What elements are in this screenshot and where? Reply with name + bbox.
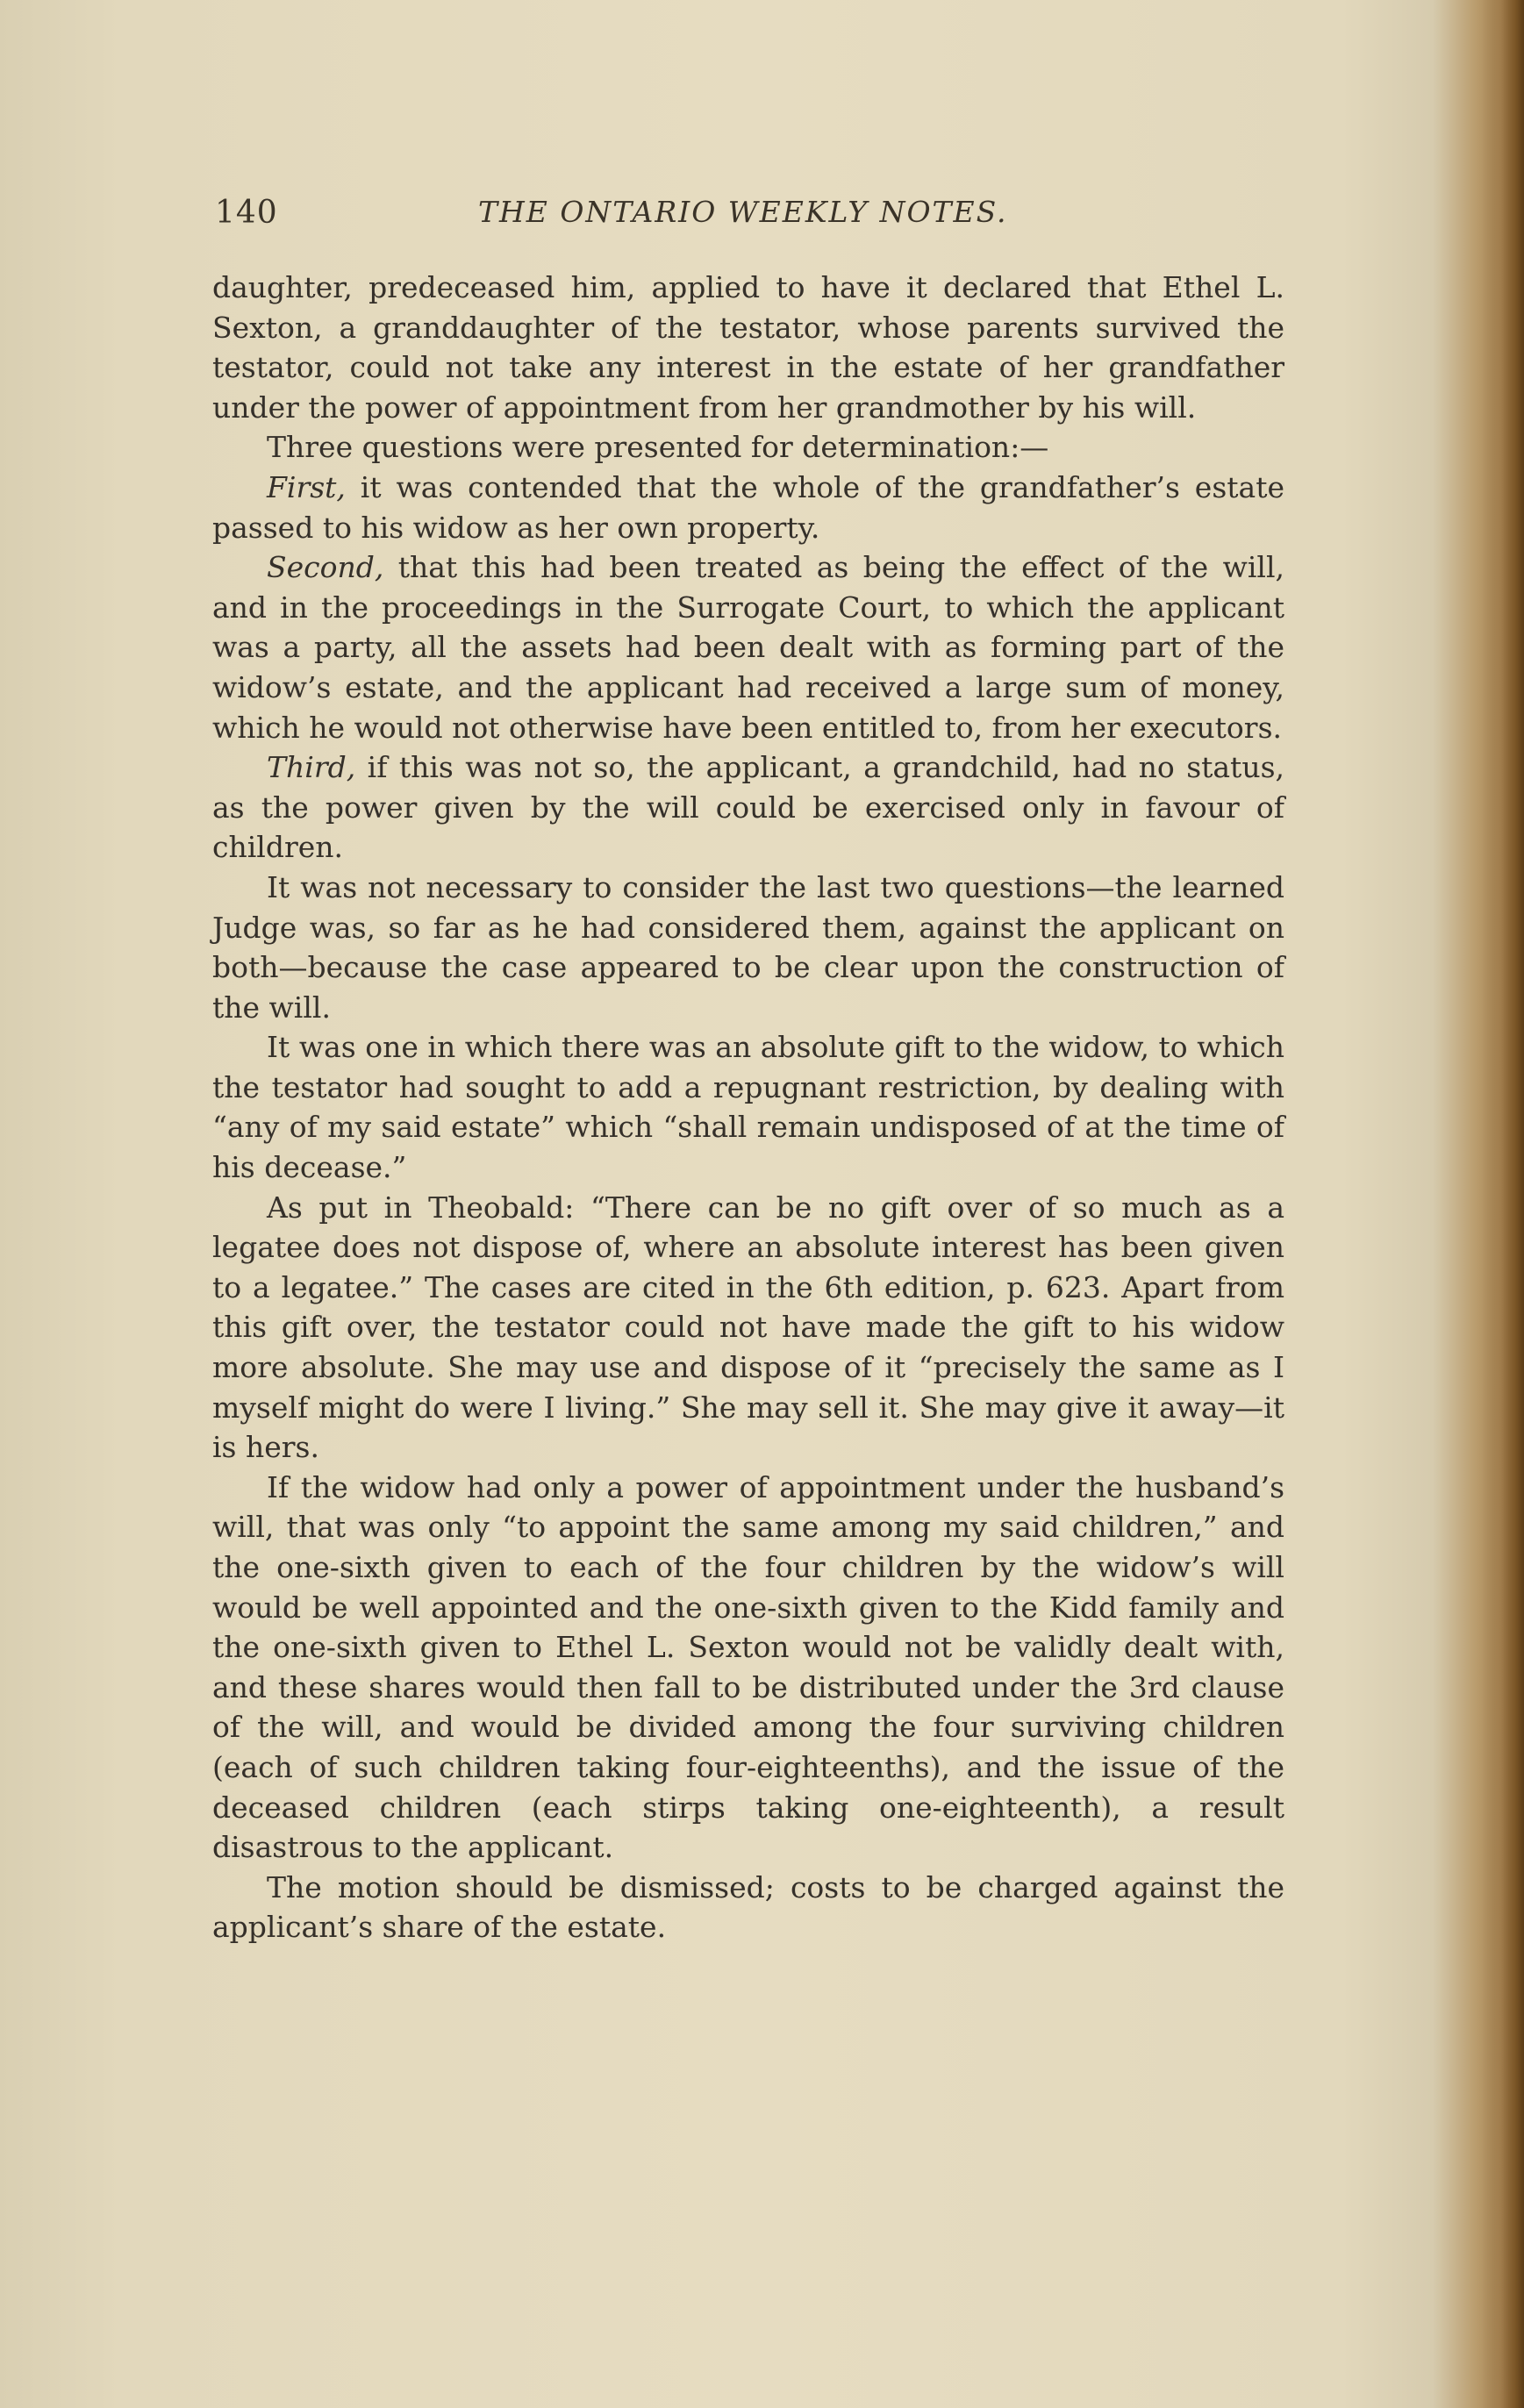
paragraph-power-of-appointment <box>212 1468 1284 1868</box>
paragraph-text: Three questions were presented for determination:— <box>267 430 1049 465</box>
paragraph-second <box>212 547 1284 747</box>
paragraph-text: that this had been treated as being the effect of the will, and in the proceedings in the Surrogate Court, to which the applicant was a party, all the assets had been dealt with as forming part of the widow’s estate, and the applicant had received a large sum of money, which he would not otherwise have been entitled to, from her executors. <box>212 550 1284 745</box>
paragraph-text: If the widow had only a power of appointment under the husband’s will, that was only “to appoint the same among my said children,” and the one-sixth given to each of the four children by the widow’s will would be well appointed and the one-sixth given to the Kidd family and the one-sixth given to Ethel L. Sexton would not be validly dealt with, and these shares would then fall to be distributed under the 3rd clause of the will, and would be divided among the four surviving children (each of such children taking four-eighteenths), and the issue of the deceased children (each stirps taking one-eighteenth), a result disastrous to the applicant. <box>212 1469 1284 1865</box>
paragraph-theobald <box>212 1188 1284 1468</box>
paragraph-text: if this was not so, the applicant, a grandchild, had no status, as the power given by the will could be exercised only in favour of children. <box>212 750 1284 865</box>
body-text <box>212 268 1284 1947</box>
page-edge <box>1482 0 1524 2408</box>
paragraph-questions-intro <box>212 427 1284 468</box>
paragraph-not-necessary <box>212 868 1284 1027</box>
paragraph-lead: First, <box>267 469 346 504</box>
paragraph-lead: Third, <box>267 750 356 785</box>
paragraph-text: The motion should be dismissed; costs to be charged against the applicant’s share of the estate. <box>212 1869 1284 1945</box>
paragraph-first <box>212 468 1284 547</box>
paragraph-text: It was not necessary to consider the last two questions—the learned Judge was, so far as he had considered them, against the applicant on both—because the case appeared to be clear upon the construction of the will. <box>212 869 1284 1025</box>
paragraph-text: it was contended that the whole of the grandfather’s estate passed to his widow as her own property. <box>212 469 1284 545</box>
running-title: THE ONTARIO WEEKLY NOTES. <box>478 195 1008 229</box>
paragraph-absolute-gift <box>212 1027 1284 1187</box>
paragraph-third <box>212 747 1284 868</box>
paragraph-text: As put in Theobald: “There can be no gift over of so much as a legatee does not dispose of, where an absolute interest has been given to a legatee.” The cases are cited in the 6th edition, p. 623. Apart from this gift over, the testator could not have made the gift to his widow more absolute. She may use and dispose of it “precisely the same as I myself might do were I living.” She may sell it. She may give it away—it is hers. <box>212 1190 1284 1465</box>
paragraph-disposition <box>212 1868 1284 1947</box>
page-header <box>215 195 1285 239</box>
paragraph-text: It was one in which there was an absolute gift to the widow, to which the testator had sought to add a repugnant restriction, by dealing with “any of my said estate” which “shall remain undisposed of at the time of his decease.” <box>212 1030 1284 1185</box>
paragraph-lead: Second, <box>267 550 384 585</box>
paragraph-continuation <box>212 268 1284 427</box>
page-number: 140 <box>215 195 278 231</box>
paragraph-text: daughter, predeceased him, applied to have it declared that Ethel L. Sexton, a granddaughter of the testator, whose parents survived the testator, could not take any interest in the estate of her grandfather under the power of appointment from her grandmother by his will. <box>212 270 1284 425</box>
